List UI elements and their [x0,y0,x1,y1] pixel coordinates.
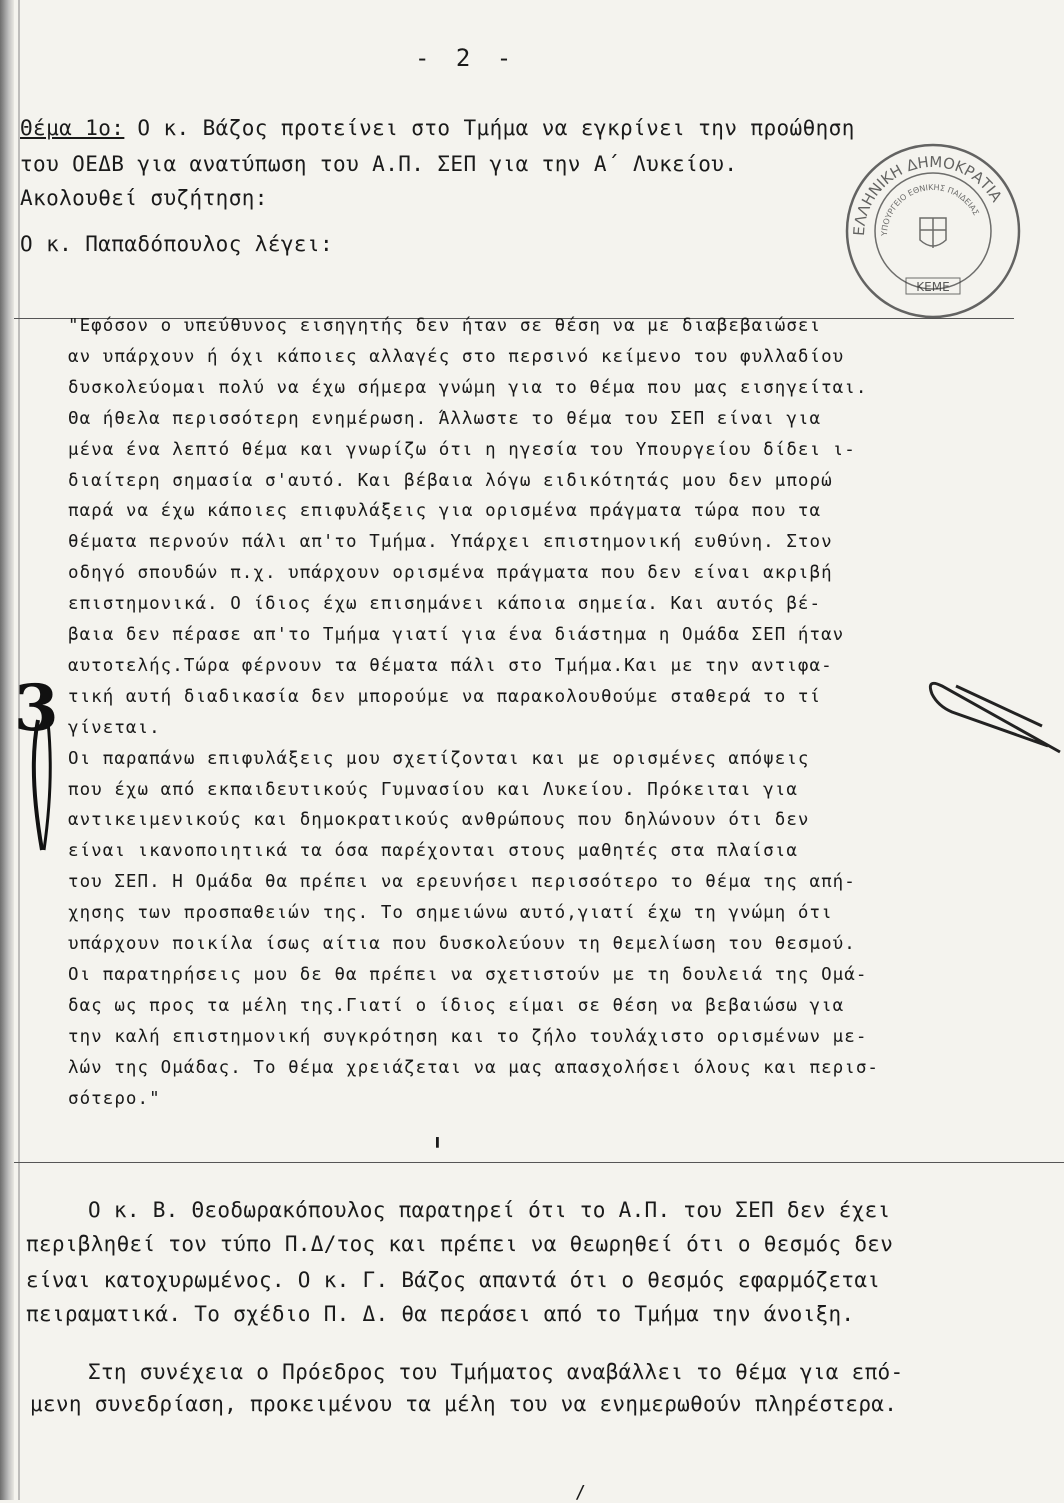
closing-line: Ο κ. Β. Θεοδωρακόπουλος παρατηρεί ότι το Α.Π. του ΣΕΠ δεν έχει [88,1198,891,1222]
quote-line: "Εφόσον ο υπεύθυνος εισηγητής δεν ήταν σε θέση να με διαβεβαιώσει [68,316,822,336]
agenda-item-line-2: του ΟΕΔΒ για ανατύπωση του Α.Π. ΣΕΠ για την Α΄ Λυκείου. [20,152,738,176]
closing-line: είναι κατοχυρωμένος. Ο κ. Γ. Βάζος απαντά ότι ο θεσμός εφαρμόζεται [26,1268,881,1292]
quote-line: την καλή επιστημονική συγκρότηση και το ζήλο τουλάχιστο ορισμένων με- [68,1026,868,1047]
quote-line: Θα ήθελα περισσότερη ενημέρωση. Άλλωστε το θέμα του ΣΕΠ είναι για [68,408,822,429]
quote-line: είναι ικανοποιητικά τα όσα παρέχονται στους μαθητές στα πλαίσια [68,841,798,862]
seal-emblem-icon [920,218,946,248]
quote-line: δας ως προς τα μέλη της.Γιατί ο ίδιος είμαι σε θέση να βεβαιώσω για [68,995,845,1016]
quote-line: Οι παρατηρήσεις μου δε θα πρέπει να σχετιστούν με τη δουλειά της Ομά- [68,964,868,985]
quote-line: που έχω από εκπαιδευτικούς Γυμνασίου και Λυκείου. Πρόκειται για [68,779,798,800]
handwritten-margin-mark [8,660,68,860]
seal-outer-text: ΕΛΛΗΝΙΚΗ ΔΗΜΟΚΡΑΤΙΑ [849,152,1006,237]
quote-line: οδηγό σπουδών π.χ. υπάρχουν ορισμένα πράγματα που δεν είναι ακριβή [68,563,833,584]
closing-line: περιβληθεί τον τύπο Π.Δ/τος και πρέπει να θεωρηθεί ότι ο θεσμός δεν [26,1232,894,1256]
quote-line: Οι παραπάνω επιφυλάξεις μου σχετίζονται και με ορισμένες απόψεις [68,748,810,769]
quote-line: βαια δεν πέρασε απ'το Τμήμα γιατί για ένα διάστημα η Ομάδα ΣΕΠ ήταν [68,625,845,645]
discussion-heading: Ακολουθεί συζήτηση: [20,186,268,210]
speaker-heading: Ο κ. Παπαδόπουλος λέγει: [20,232,334,256]
page-number: - 2 - [415,44,518,72]
agenda-item-label: Θέμα 1ο: [20,116,125,140]
quote-line: σότερο." [68,1088,161,1109]
quote-line: τική αυτή διαδικασία δεν μπορούμε να παρακολουθούμε σταθερά το τί [68,686,822,707]
svg-text:ΥΠΟΥΡΓΕΙΟ ΕΘΝΙΚΗΣ ΠΑΙΔΕΙΑΣ [880,183,981,237]
quote-line: χησης των προσπαθειών της. Το σημειώνω αυτό,γιατί έχω τη γνώμη ότι [68,903,833,924]
agenda-item-text: Ο κ. Βάζος προτείνει στο Τμήμα να εγκρίνει την προώθηση [124,116,855,140]
handwritten-mark-text: 3 [14,671,59,746]
paper-clip-icon [922,666,1062,756]
quote-line: θέματα περνούν πάλι απ'το Τμήμα. Υπάρχει επιστημονική ευθύνη. Στον [68,532,833,553]
closing-line: πειραματικά. Το σχέδιο Π. Δ. θα περάσει από το Τμήμα την άνοιξη. [26,1302,855,1326]
footer-mark: / [575,1482,586,1503]
quote-line: μένα ένα λεπτό θέμα και γνωρίζω ότι η ηγεσία του Υπουργείου δίδει ι- [68,439,856,460]
seal-inner-text: ΥΠΟΥΡΓΕΙΟ ΕΘΝΙΚΗΣ ΠΑΙΔΕΙΑΣ [879,182,981,237]
svg-text:ΕΛΛΗΝΙΚΗ ΔΗΜΟΚΡΑΤΙΑ [850,153,1006,237]
quote-line: παρά να έχω κάποιες επιφυλάξεις για ορισμένα πράγματα τώρα που τα [68,501,822,522]
quote-line: αυτοτελής.Τώρα φέρνουν τα θέματα πάλι στο Τμήμα.Και με την αντιφα- [68,655,833,676]
quote-line: υπάρχουν ποικίλα ίσως αίτια που δυσκολεύουν τη θεμελίωση του θεσμού. [68,934,856,954]
quote-line: διαίτερη σημασία σ'αυτό. Και βέβαια λόγω ειδικότητάς μου δεν μπορώ [68,470,833,491]
quote-line: του ΣΕΠ. Η Ομάδα θα πρέπει να ερευνήσει περισσότερο το θέμα της απή- [68,872,856,893]
official-seal-stamp [842,140,1024,322]
seal-bottom-text: ΚΕΜΕ [916,280,950,294]
agenda-item-line [20,116,855,140]
quote-line: αν υπάρχουν ή όχι κάποιες αλλαγές στο περσινό κείμενο του φυλλαδίου [68,346,845,367]
margin-tick: ╹ [432,1138,443,1159]
closing-line: μενη συνεδρίαση, προκειμένου τα μέλη του να ενημερωθούν πληρέστερα. [30,1392,898,1416]
quote-line: λών της Ομάδας. Το θέμα χρειάζεται να μας απασχολήσει όλους και περισ- [68,1057,880,1078]
quote-line: γίνεται. [68,717,161,738]
section-divider-bottom [14,1162,1064,1163]
quote-line: αντικειμενικούς και δημοκρατικούς ανθρώπους που δηλώνουν ότι δεν [68,810,810,831]
quote-line: επιστημονικά. Ο ίδιος έχω επισημάνει κάποια σημεία. Και αυτός βέ- [68,594,822,615]
closing-line: Στη συνέχεια ο Πρόεδρος του Τμήματος αναβάλλει το θέμα για επό- [88,1360,904,1384]
quote-line: δυσκολεύομαι πολύ να έχω σήμερα γνώμη για το θέμα που μας εισηγείται. [68,377,868,398]
